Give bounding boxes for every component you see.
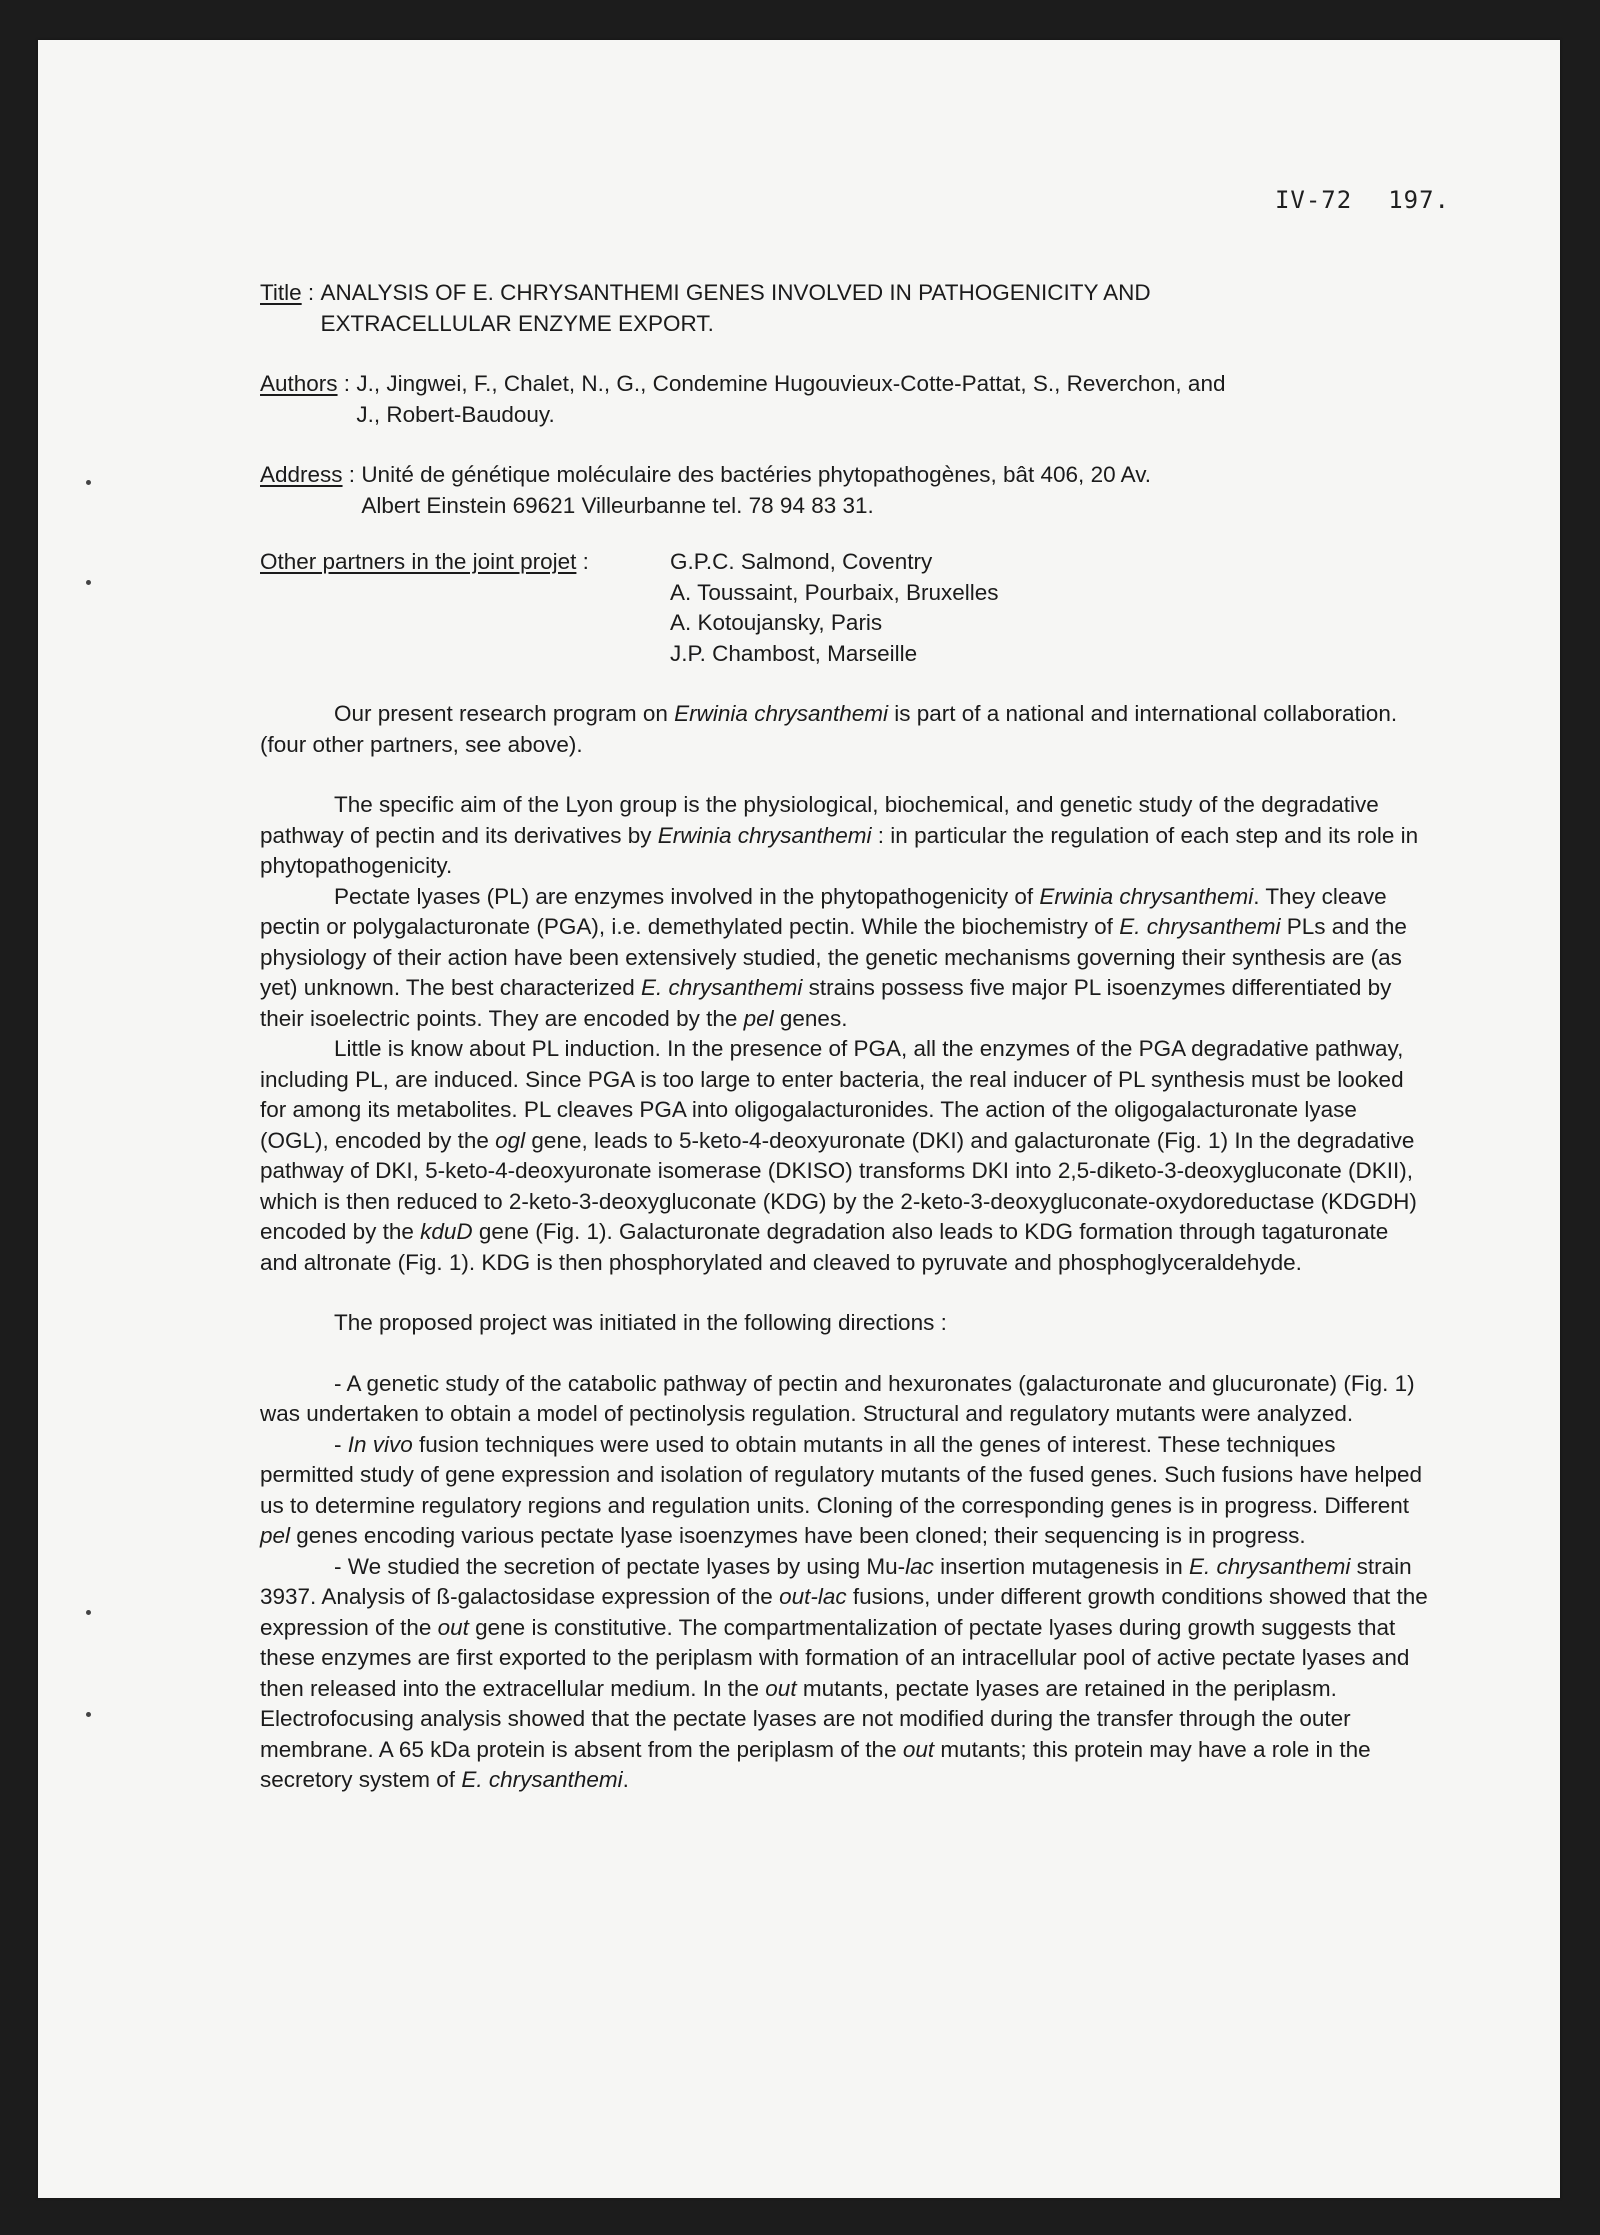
partners-sep: :	[576, 549, 589, 574]
authors-section	[260, 369, 1430, 430]
text-run: The specific aim of the Lyon group is the physiological, biochemical, and genetic study of the degradative pathway of pectin and its derivatives by	[260, 792, 1379, 848]
text-run: - We studied the secretion of pectate lyases by using Mu-	[334, 1553, 906, 1579]
gene-name: lac	[905, 1553, 934, 1579]
species-name: E. chrysanthemi	[641, 975, 803, 1000]
paragraph-direction-2	[260, 1430, 1430, 1552]
paragraph-direction-1: - A genetic study of the catabolic pathway of pectin and hexuronates (galacturonate and glucuronate) (Fig. 1) was undertaken to obtain a model of pectinolysis regulation. Structural and regulatory mutants were analyzed.	[260, 1370, 1415, 1426]
authors-line-2: J., Robert-Baudouy.	[356, 401, 555, 427]
text-run: mutants, pectate lyases are retained in the periplasm. Electrofocusing analysis showed that the pectate lyases are not modified during the transfer through the outer membrane. A 65 kDa protein is absent from the periplasm of the	[260, 1675, 1351, 1762]
text-run: gene (Fig. 1). Galacturonate degradation also leads to KDG formation through tagaturonate and altronate (Fig. 1). KDG is then phosphorylated and cleaved to pyruvate and phosphoglyceraldehyde.	[260, 1219, 1389, 1275]
text-run: PLs and the physiology of their action have been extensively studied, the genetic mechanisms governing their synthesis are (as yet) unknown. The best characterized	[260, 914, 1407, 1000]
margin-mark	[86, 480, 91, 485]
margin-mark	[86, 580, 91, 585]
address-section	[260, 460, 1430, 521]
address-line-2: Albert Einstein 69621 Villeurbanne tel. 78 94 83 31.	[361, 492, 874, 518]
partner-item: J.P. Chambost, Marseille	[670, 640, 918, 666]
text-run: strain 3937. Analysis of ß-galactosidase expression of the	[260, 1553, 1412, 1609]
text-run: gene, leads to 5-keto-4-deoxyuronate (DKI) and galacturonate (Fig. 1) In the degradative pathway of DKI, 5-keto-4-deoxyuronate isomerase (DKISO) transforms DKI into 2,5-diketo-3-deoxygluconate (DKII), which is then reduced to 2-keto-3-deoxygluconate (KDG) by the 2-keto-3-deoxygluconate-oxydoreductase (KDGDH) encoded by the	[260, 1127, 1417, 1244]
latin-term: In vivo	[347, 1431, 413, 1457]
paragraph-project: The proposed project was initiated in the following directions :	[334, 1310, 947, 1335]
document-body	[260, 278, 1430, 1796]
page-number	[1275, 186, 1450, 214]
text-run: fusions, under different growth conditions showed that the expression of the	[260, 1584, 1428, 1640]
species-name: E. chrysanthemi	[1119, 914, 1281, 939]
authors-sep: :	[337, 371, 357, 396]
authors-line-1: J., Jingwei, F., Chalet, N., G., Condemine Hugouvieux-Cotte-Pattat, S., Reverchon, and	[356, 371, 1226, 396]
paragraph-aim	[260, 790, 1430, 882]
text-run: fusion techniques were used to obtain mutants in all the genes of interest. These techniques permitted study of gene expression and isolation of regulatory mutants of the fused genes. Such fusions have helped us to determine regulatory regions and regulation units. Cloning of the corresponding genes is in progress. Different	[260, 1431, 1422, 1518]
text-run: : in particular the regulation of each step and its role in phytopathogenicity.	[260, 822, 1419, 878]
title-line-1: ANALYSIS OF E. CHRYSANTHEMI GENES INVOLVED IN PATHOGENICITY AND	[320, 280, 1151, 305]
species-name: E. chrysanthemi	[1189, 1553, 1351, 1579]
text-run: is part of a national and international collaboration. (four other partners, see above).	[260, 701, 1398, 757]
margin-mark	[86, 1610, 91, 1615]
gene-name: out-lac	[779, 1584, 847, 1609]
species-name: Erwinia chrysanthemi	[657, 822, 872, 848]
species-name: Erwinia chrysanthemi	[674, 701, 888, 726]
address-label: Address	[260, 462, 343, 487]
address-sep: :	[342, 462, 362, 487]
title-label: Title	[260, 280, 302, 305]
authors-label: Authors	[260, 371, 338, 396]
gene-name: pel	[260, 1523, 291, 1548]
text-run: mutants; this protein may have a role in the secretory system of	[260, 1736, 1371, 1792]
page-num: 197.	[1388, 186, 1450, 214]
title-section	[260, 278, 1430, 339]
gene-name: ogl	[495, 1127, 526, 1153]
partner-item: G.P.C. Salmond, Coventry	[670, 549, 933, 574]
partners-section	[260, 547, 1430, 669]
text-run: gene is constitutive. The compartmentalization of pectate lyases during growth suggests that these enzymes are first exported to the periplasm with formation of an intracellular pool of active pectate lyases and then released into the extracellular medium. In the	[260, 1614, 1410, 1701]
partner-item: A. Toussaint, Pourbaix, Bruxelles	[670, 579, 999, 605]
title-line-2: EXTRACELLULAR ENZYME EXPORT.	[320, 310, 714, 336]
paragraph-pectate-lyases	[260, 882, 1430, 1035]
species-name: E. chrysanthemi	[461, 1767, 623, 1792]
partner-item: A. Kotoujansky, Paris	[670, 610, 883, 635]
gene-name: out	[902, 1736, 935, 1762]
text-run: . They cleave pectin or polygalacturonate (PGA), i.e. demethylated pectin. While the biochemistry of	[260, 883, 1387, 939]
text-run: insertion mutagenesis in	[933, 1553, 1190, 1579]
partners-label: Other partners in the joint projet	[260, 549, 577, 574]
paragraph-intro	[260, 699, 1430, 760]
paragraph-induction	[260, 1034, 1430, 1278]
species-name: Erwinia chrysanthemi	[1039, 883, 1254, 909]
text-run: Our present research program on	[334, 701, 675, 726]
text-run: strains possess five major PL isoenzymes differentiated by their isoelectric points. They are encoded by the	[260, 975, 1392, 1031]
address-line-1: Unité de génétique moléculaire des bactéries phytopathogènes, bât 406, 20 Av.	[361, 462, 1152, 487]
text-run: Little is know about PL induction. In the presence of PGA, all the enzymes of the PGA degradative pathway, including PL, are induced. Since PGA is too large to enter bacteria, the real inducer of PL synthesis must be looked for among its metabolites. PL cleaves PGA into oligogalacturonides. The action of the oligogalacturonate lyase (OGL), encoded by the	[260, 1036, 1404, 1153]
text-run: -	[334, 1431, 348, 1457]
gene-name: out	[437, 1614, 469, 1640]
gene-name: pel	[743, 1005, 774, 1031]
text-run: genes.	[773, 1005, 848, 1031]
text-run: Pectate lyases (PL) are enzymes involved in the phytopathogenicity of	[334, 883, 1040, 909]
paragraph-direction-3	[260, 1552, 1430, 1796]
gene-name: out	[765, 1675, 797, 1701]
title-sep: :	[301, 280, 321, 305]
partners-list	[670, 547, 999, 669]
gene-name: kduD	[420, 1219, 473, 1244]
page-code: IV-72	[1274, 186, 1353, 214]
document-page	[38, 40, 1560, 2198]
text-run: .	[622, 1767, 629, 1792]
text-run: genes encoding various pectate lyase isoenzymes have been cloned; their sequencing is in progress.	[290, 1523, 1306, 1548]
margin-mark	[86, 1712, 91, 1717]
